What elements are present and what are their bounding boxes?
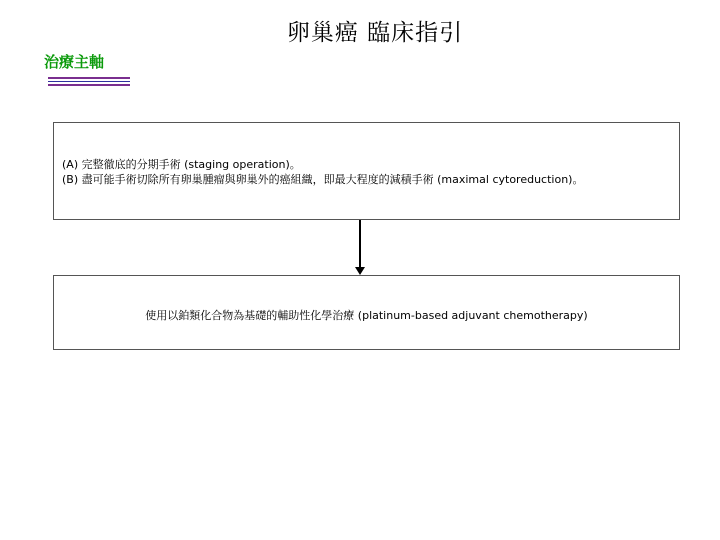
step1-line-b: (B) 盡可能手術切除所有卵巢腫瘤與卵巢外的癌組織，即最大程度的減積手術 (maximal cytoreduction)。 bbox=[62, 173, 584, 186]
flow-step-surgery bbox=[53, 122, 680, 220]
step2-text: 使用以鉑類化合物為基礎的輔助性化學治療 (platinum-based adjuvant chemotherapy) bbox=[145, 309, 588, 322]
decorative-underline bbox=[48, 77, 130, 89]
page-title: 卵巢癌 臨床指引 bbox=[286, 20, 464, 46]
flow-step-chemotherapy bbox=[53, 275, 680, 350]
arrow-head bbox=[355, 267, 365, 275]
section-label: 治療主軸 bbox=[44, 53, 105, 71]
underline-purple-bottom bbox=[48, 84, 130, 86]
flow-arrow-down bbox=[352, 220, 368, 276]
step1-line-a: (A) 完整徹底的分期手術 (staging operation)。 bbox=[62, 158, 301, 171]
underline-purple-top bbox=[48, 77, 130, 79]
underline-blue-mid bbox=[48, 81, 130, 82]
